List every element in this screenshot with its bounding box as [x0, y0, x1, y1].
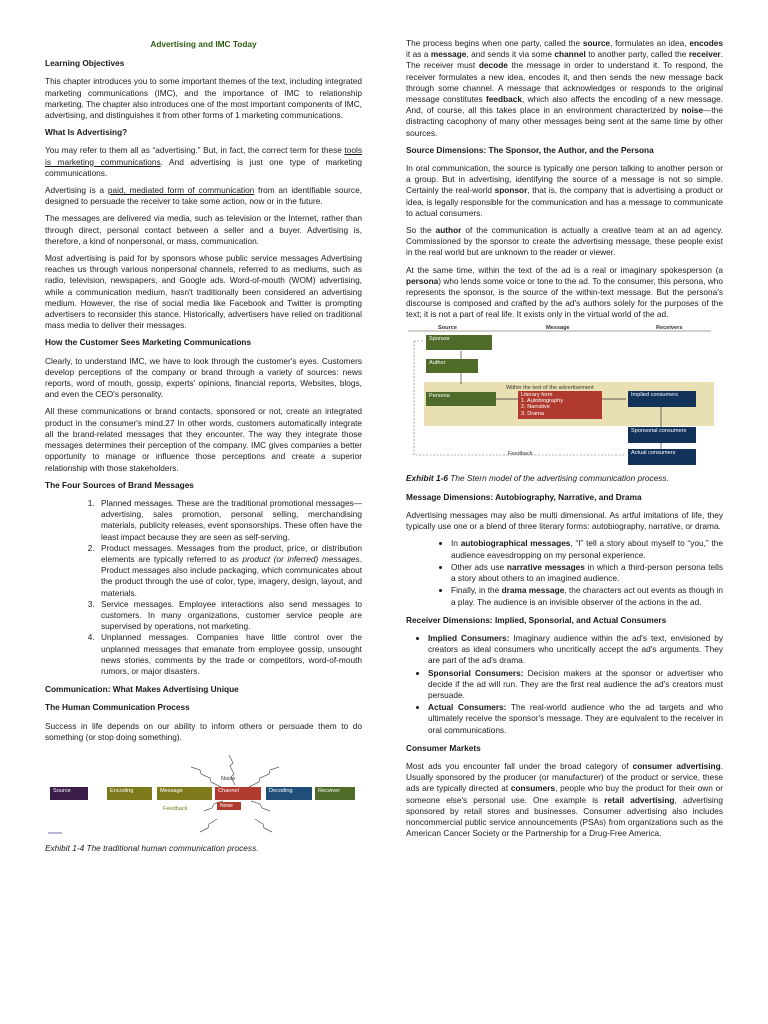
diagram-box-decoding: Decoding [266, 787, 312, 800]
header-source: Source [438, 324, 457, 331]
within-text-label: Within the text of the advertisement [506, 384, 594, 391]
left-column [45, 34, 362, 862]
literary-forms-list [406, 538, 723, 607]
paragraph-oral-communication: In oral communication, the source is typically one person talking to another person or a group. But in advertising, identifying the source of a message is not so simple. Certainly the real-world sponsor, that is, the company that is advertising a product or idea, is legally responsible for the communication and has a message to communicate to actual consumers. [406, 163, 723, 218]
diagram-box-channel: Channel [215, 787, 261, 800]
list-item: • Finally, in the drama message, the characters act out events as though in a play. The audience is an invisible observer of the actions in the ad. [451, 585, 723, 607]
list-item: 4. Unplanned messages. Companies have little control over the unplanned messages that emanate from employee gossip, unsought news stories, comments by the trade or competitors, word-of-mouth rumors, or major disasters. [97, 632, 362, 677]
paragraph-media: The messages are delivered via media, such as television or the Internet, rather than through direct, personal contact between a seller and a buyer. Advertising is, therefore, a kind of nonpersonal, or mass, communication. [45, 213, 362, 246]
list-item: 2. Product messages. Messages from the product, price, or distribution elements are typically referred to as product (or inferred) messages. Product messages also include packaging, which communicates about the product through the use of color, type, imagery, design, layout, and materials. [97, 543, 362, 599]
list-item: 3. Service messages. Employee interactions also send messages to customers. In many organizations, customer service people are supervised by operations, not marketing. [97, 599, 362, 633]
receiver-types-list [406, 633, 723, 736]
diagram-box-sponsorial-consumers: Sponsorial consumers [628, 427, 696, 443]
feedback-label: Feedback [163, 805, 188, 812]
exhibit-1-6-caption: Exhibit 1-6 The Stern model of the advertising communication process. [406, 472, 669, 483]
paragraph-success: Success in life depends on our ability to inform others or persuade them to do something (or stop doing something). [45, 720, 362, 742]
paragraph-multi-dimensional: Advertising messages may also be multi dimensional. As artful imitations of life, they typically use one or a blend of three literary forms: autobiography, narrative, or drama. [406, 510, 723, 532]
page-title: Advertising and IMC Today [150, 39, 257, 49]
paragraph-advertising-definition: Advertising is a paid, mediated form of communication from an identifiable source, designed to persuade the receiver to take some action, now or in the future. [45, 185, 362, 207]
heading-message-dimensions: Message Dimensions: Autobiography, Narrative, and Drama [406, 491, 642, 502]
diagram-box-message: Message [157, 787, 212, 800]
heading-learning-objectives: Learning Objectives [45, 58, 125, 69]
underlined-phrase: paid, mediated form of communication [107, 185, 255, 196]
paragraph-persona: At the same time, within the text of the ad is a real or imaginary spokesperson (a persona) who lends some voice or tone to the ad. To the consumer, this persona, who represents the sponsor, is the source of the within-text message. But the persona's discourse is composed and crafted by the ad's authors solely for the purposes of the text; it is not a part of real life. It exists only in the virtual world of the ad. [406, 264, 723, 320]
exhibit-1-6-diagram [406, 324, 723, 467]
list-item: • Actual Consumers: The real-world audience who the ad targets and who ultimately receive the sponsor's message. They are equivalent to the receiver in oral communications. [428, 702, 723, 736]
heading-four-sources: The Four Sources of Brand Messages [45, 479, 194, 490]
diagram-box-implied-consumers: Implied consumers [628, 391, 696, 407]
intro-paragraph: This chapter introduces you to some important themes of the text, including integrated marketing communications (IMC), and the importance of IMC to relationship marketing. The chapter also introduces one of the most important components of IMC, advertising, and distinguishes it from other forms of 1 marketing communications. [45, 76, 362, 121]
diagram-box-source: Source [50, 787, 88, 800]
heading-source-dimensions: Source Dimensions: The Sponsor, the Author, and the Persona [406, 144, 654, 155]
right-column [406, 38, 723, 845]
paragraph-customer-eyes: Clearly, to understand IMC, we have to look through the customer's eyes. Customers develop perceptions of the company or brand through a variety of sources: news reports, word of mouth, gossip, experts' opinions, financial reports, Websites, blogs, and even the CEO's personality. [45, 355, 362, 400]
header-receivers: Receivers [656, 324, 683, 331]
diagram-box-sponsor: Sponsor [426, 335, 492, 350]
diagram-box-receiver: Receiver [315, 787, 355, 800]
list-item: • Other ads use narrative messages in which a third-person persona tells a story about others to an imagined audience. [451, 562, 723, 584]
diagram-box-actual-consumers: Actual consumers [628, 449, 696, 465]
diagram-noise-box: Noise [217, 802, 241, 810]
list-item: • In autobiographical messages, “I” tell a story about myself to “you,” the audience eavesdropping on my personal experience. [451, 538, 723, 560]
exhibit-1-4-diagram [45, 749, 362, 841]
header-message: Message [546, 324, 570, 331]
heading-what-is-advertising: What Is Advertising? [45, 127, 128, 138]
four-sources-list [45, 498, 362, 677]
exhibit-1-4-caption: Exhibit 1-4 The traditional human communication process. [45, 842, 259, 853]
paragraph-consumer-markets: Most ads you encounter fall under the broad category of consumer advertising. Usually sponsored by the producer (or manufacturer) of the product or service, these ads are typically directed at consumers, people who buy the product for their own or someone else's personal use. One example is retail advertising, advertising sponsored by retail stores and businesses. Consumer advertising also includes noncommercial public service announcements (PSAs) from organizations such as the American Cancer Society or the Partnership for a Drug-Free America. [406, 760, 724, 839]
noise-label: Noise [221, 775, 236, 782]
feedback-label: Feedback [508, 450, 533, 457]
heading-consumer-markets: Consumer Markets [406, 742, 481, 753]
list-item: 1. Planned messages. These are the traditional promotional messages—advertising, sales promotion, personal selling, merchandising materials, publicity releases, event sponsorships. These often have the least impact because they are seen as self-serving. [97, 498, 362, 543]
heading-customer-view: How the Customer Sees Marketing Communications [45, 337, 252, 348]
list-item: • Implied Consumers: Imaginary audience within the ad's text, envisioned by creators as ideal consumers who uncritically accept the ad's arguments. They are part of the ad's drama. [428, 633, 723, 667]
diagram-box-author: Author [426, 359, 478, 373]
paragraph-marketing-communications: You may refer to them all as “advertising.” But, in fact, the correct term for these tools is marketing communications. And advertising is just one type of marketing communications. [45, 145, 362, 178]
heading-communication: Communication: What Makes Advertising Unique [45, 684, 239, 695]
diagram-box-persona: Persona [426, 392, 496, 406]
underlined-phrase: tools is marketing communications [45, 145, 362, 167]
paragraph-author: So the author of the communication is actually a creative team at an ad agency. Commissioned by the sponsor to create the advertising message, these people exist in the real world but are unknown to the reader or viewer. [406, 225, 724, 258]
diagram-box-literary-form: Literary form 1. Autobiography 2. Narrative 3. Drama [518, 391, 602, 419]
paragraph-brand-contacts: All these communications or brand contacts, sponsored or not, create an integrated product in the consumer's mind.27 In other words, customers automatically integrate all the brand-related messages that they encounter. The way they integrate those messages determines their perception of the company. IMC gives companies a better opportunity to manage or influence those perceptions and create a superior relationship with those stakeholders. [45, 406, 362, 473]
diagram-box-encoding: Encoding [107, 787, 152, 800]
heading-receiver-dimensions: Receiver Dimensions: Implied, Sponsorial, and Actual Consumers [406, 614, 667, 625]
list-item: • Sponsorial Consumers: Decision makers at the sponsor or advertiser who decide if the ad will run. They are the first real audience the ad's creators must persuade. [428, 668, 723, 702]
paragraph-communication-process: The process begins when one party, called the source, formulates an idea, encodes it as a message, and sends it via some channel to another party, called the receiver. The receiver must decode the message in order to understand it. To respond, the receiver formulates a new idea, encodes it, and then sends the new message back through some channel. A message that acknowledges or responds to the original message constitutes feedback, which also affects the encoding of a new message. And, of course, all this takes place in an environment characterized by noise—the distracting cacophony of many other messages being sent at the same time by other sources. [406, 38, 724, 138]
heading-human-communication: The Human Communication Process [45, 702, 190, 713]
paragraph-paid-advertising: Most advertising is paid for by sponsors whose public service messages Advertising reaches us through various nonpersonal channels, referred to as mediums, such as radio, television, newspapers, and Google ads. Word-of-mouth (WOM) advertising, while a communication medium, hasn't traditionally been considered an advertising medium. However, the rise of social media like Facebook and Twitter is prompting advertisers to reconsider this stance. Historically, advertisers have relied on traditional mass media to deliver their messages. [45, 253, 362, 331]
